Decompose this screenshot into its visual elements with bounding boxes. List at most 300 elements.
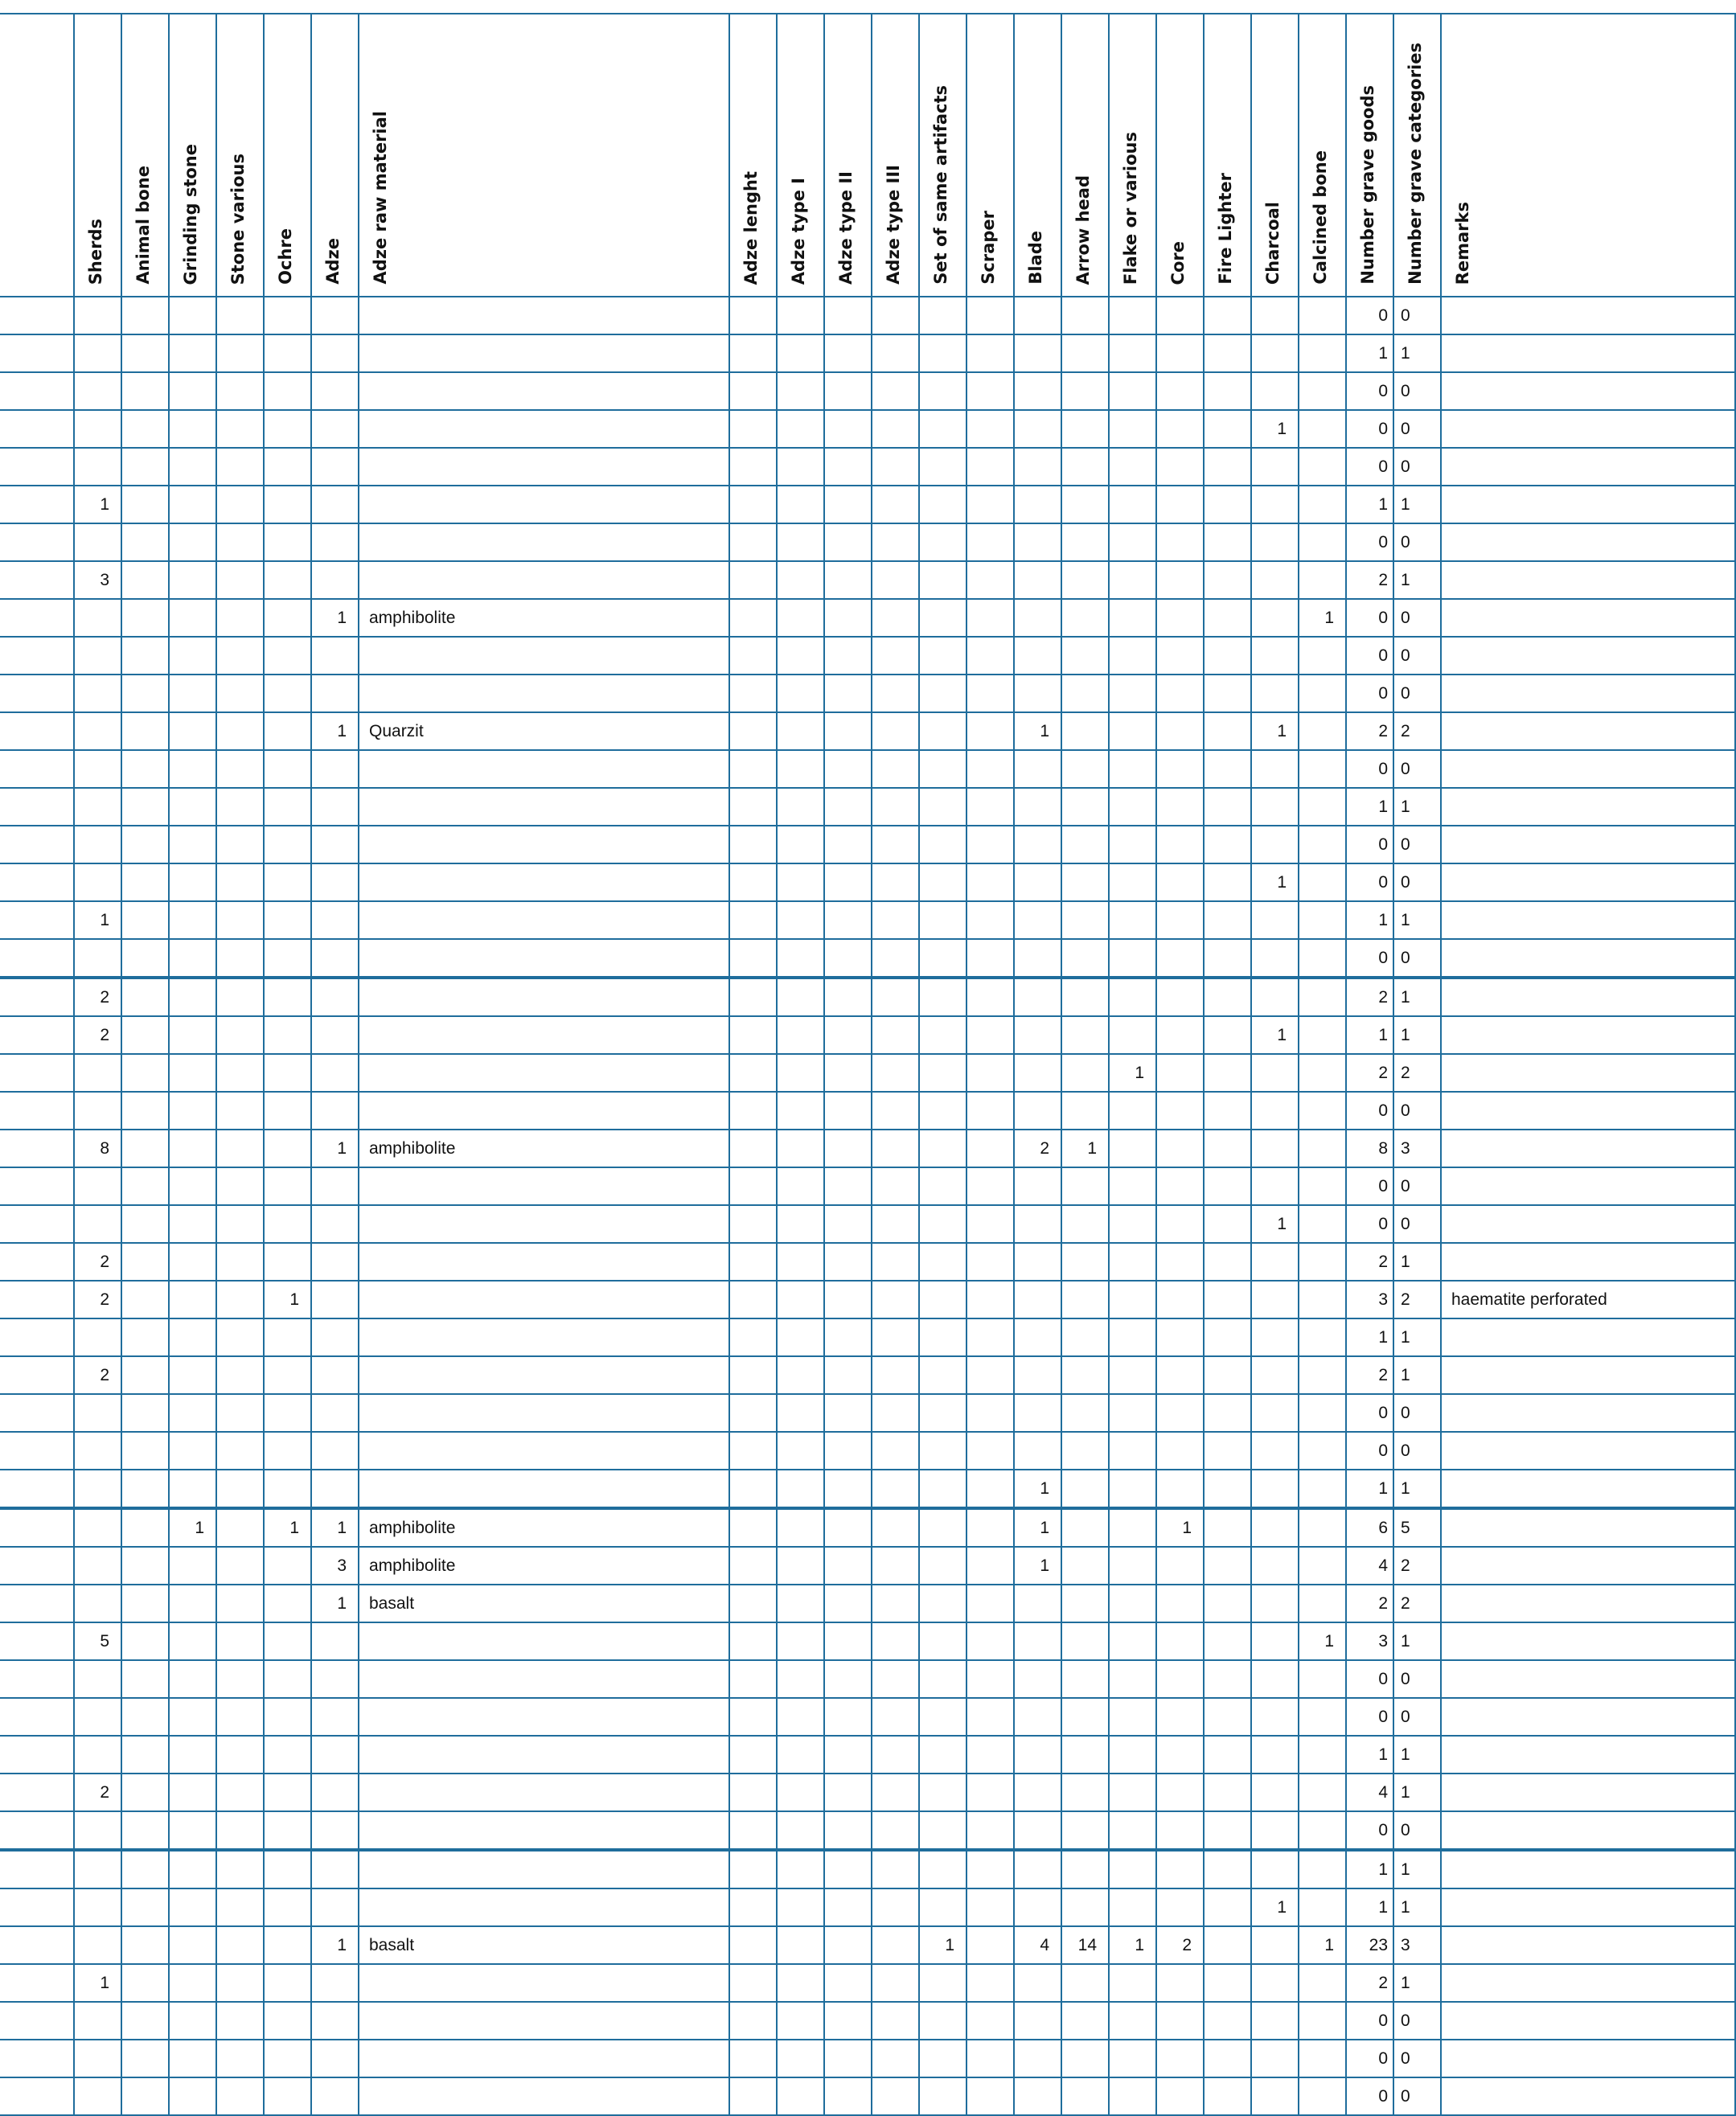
cell-set-same (919, 2077, 966, 2115)
cell-adze-length (729, 939, 777, 978)
cell-set-same (919, 863, 966, 901)
cell-remarks (1441, 1850, 1735, 1888)
table-row (0, 1318, 1735, 1356)
cell-adze-raw-material (359, 1167, 729, 1205)
cell-n-categories: 1 (1393, 1774, 1441, 1811)
cell-fire-lighter (1204, 1243, 1251, 1281)
cell-sherds (74, 1698, 121, 1736)
cell-stone-various (216, 1432, 264, 1470)
table-row (0, 1964, 1735, 2002)
cell-blank (0, 826, 74, 863)
cell-blank (0, 410, 74, 448)
table-row (0, 1130, 1735, 1167)
cell-adze-type-2 (824, 1622, 872, 1660)
cell-sherds (74, 1054, 121, 1092)
cell-grinding-stone (169, 1243, 216, 1281)
cell-remarks (1441, 1470, 1735, 1508)
cell-blade (1014, 1811, 1061, 1850)
cell-sherds: 2 (74, 1774, 121, 1811)
cell-blank (0, 372, 74, 410)
cell-adze-type-2 (824, 486, 872, 523)
cell-scraper (966, 1926, 1014, 1964)
cell-flake (1109, 1585, 1156, 1622)
column-header-stone-various (216, 14, 264, 297)
table-row (0, 788, 1735, 826)
cell-n-categories: 0 (1393, 1394, 1441, 1432)
cell-adze-type-3 (872, 1394, 919, 1432)
cell-ochre (264, 1054, 311, 1092)
cell-adze-length (729, 788, 777, 826)
cell-adze-raw-material (359, 448, 729, 486)
cell-sherds (74, 297, 121, 334)
cell-scraper (966, 1736, 1014, 1774)
cell-flake (1109, 978, 1156, 1016)
cell-flake (1109, 1888, 1156, 1926)
cell-flake (1109, 2040, 1156, 2077)
cell-ochre (264, 1926, 311, 1964)
cell-grinding-stone (169, 1016, 216, 1054)
cell-core (1156, 1167, 1204, 1205)
cell-grinding-stone (169, 2077, 216, 2115)
cell-fire-lighter (1204, 1054, 1251, 1092)
cell-stone-various (216, 1394, 264, 1432)
cell-adze-type-2 (824, 788, 872, 826)
cell-n-goods: 2 (1346, 1585, 1393, 1622)
cell-blade (1014, 410, 1061, 448)
cell-fire-lighter (1204, 297, 1251, 334)
cell-arrow-head (1061, 448, 1109, 486)
cell-ochre (264, 675, 311, 712)
cell-set-same (919, 1964, 966, 2002)
cell-scraper (966, 1850, 1014, 1888)
cell-n-goods: 0 (1346, 750, 1393, 788)
cell-n-categories: 0 (1393, 1698, 1441, 1736)
cell-adze-length (729, 1318, 777, 1356)
cell-adze-type-3 (872, 1054, 919, 1092)
cell-n-categories: 0 (1393, 863, 1441, 901)
cell-n-categories: 3 (1393, 1926, 1441, 1964)
cell-adze-type-3 (872, 1888, 919, 1926)
cell-calcined-bone (1299, 1774, 1346, 1811)
cell-scraper (966, 1243, 1014, 1281)
cell-scraper (966, 1167, 1014, 1205)
cell-adze-length (729, 826, 777, 863)
cell-n-goods: 3 (1346, 1281, 1393, 1318)
cell-arrow-head (1061, 863, 1109, 901)
cell-core (1156, 1736, 1204, 1774)
cell-calcined-bone (1299, 1167, 1346, 1205)
column-header-adze-type-3 (872, 14, 919, 297)
cell-adze-type-1 (777, 1964, 824, 2002)
cell-calcined-bone (1299, 1660, 1346, 1698)
cell-grinding-stone (169, 523, 216, 561)
cell-adze (311, 1318, 359, 1356)
cell-adze-type-3 (872, 372, 919, 410)
column-header-ochre (264, 14, 311, 297)
cell-animal-bone (121, 1318, 169, 1356)
cell-stone-various (216, 1622, 264, 1660)
cell-n-categories: 1 (1393, 1016, 1441, 1054)
cell-flake (1109, 1736, 1156, 1774)
cell-ochre (264, 486, 311, 523)
cell-adze-type-2 (824, 1547, 872, 1585)
cell-fire-lighter (1204, 1811, 1251, 1850)
cell-adze-raw-material (359, 863, 729, 901)
cell-fire-lighter (1204, 410, 1251, 448)
cell-adze-type-2 (824, 1850, 872, 1888)
cell-grinding-stone (169, 1432, 216, 1470)
cell-n-goods: 1 (1346, 1470, 1393, 1508)
cell-core (1156, 1432, 1204, 1470)
cell-grinding-stone (169, 1281, 216, 1318)
cell-stone-various (216, 1964, 264, 2002)
cell-n-goods: 0 (1346, 1811, 1393, 1850)
cell-sherds (74, 2002, 121, 2040)
cell-n-goods: 0 (1346, 448, 1393, 486)
cell-n-categories: 1 (1393, 334, 1441, 372)
cell-adze-type-1 (777, 1205, 824, 1243)
cell-n-categories: 1 (1393, 1470, 1441, 1508)
cell-adze-type-2 (824, 448, 872, 486)
cell-stone-various (216, 1281, 264, 1318)
cell-blank (0, 1356, 74, 1394)
cell-grinding-stone (169, 1167, 216, 1205)
cell-charcoal: 1 (1251, 410, 1299, 448)
cell-charcoal (1251, 1964, 1299, 2002)
cell-calcined-bone (1299, 1092, 1346, 1130)
cell-ochre (264, 712, 311, 750)
cell-adze-length (729, 2002, 777, 2040)
cell-remarks (1441, 1205, 1735, 1243)
cell-arrow-head (1061, 523, 1109, 561)
cell-animal-bone (121, 826, 169, 863)
cell-arrow-head (1061, 1167, 1109, 1205)
cell-animal-bone (121, 1850, 169, 1888)
cell-blade (1014, 1016, 1061, 1054)
table-row (0, 1811, 1735, 1850)
cell-adze-type-2 (824, 1318, 872, 1356)
cell-set-same (919, 1016, 966, 1054)
cell-sherds (74, 939, 121, 978)
cell-core (1156, 1016, 1204, 1054)
cell-arrow-head (1061, 1660, 1109, 1698)
cell-set-same (919, 1130, 966, 1167)
table-row (0, 1736, 1735, 1774)
cell-flake (1109, 2002, 1156, 2040)
cell-animal-bone (121, 599, 169, 637)
cell-adze (311, 1850, 359, 1888)
cell-flake (1109, 750, 1156, 788)
cell-set-same (919, 599, 966, 637)
cell-blank (0, 939, 74, 978)
cell-stone-various (216, 1774, 264, 1811)
table-row (0, 448, 1735, 486)
cell-sherds (74, 523, 121, 561)
cell-adze-type-3 (872, 1167, 919, 1205)
cell-core (1156, 675, 1204, 712)
cell-adze-type-3 (872, 1698, 919, 1736)
cell-adze-length (729, 1736, 777, 1774)
cell-adze-length (729, 1850, 777, 1888)
cell-n-goods: 1 (1346, 1888, 1393, 1926)
cell-charcoal (1251, 1622, 1299, 1660)
cell-n-goods: 0 (1346, 2002, 1393, 2040)
cell-adze-type-1 (777, 1547, 824, 1585)
cell-adze: 1 (311, 599, 359, 637)
cell-n-goods: 23 (1346, 1926, 1393, 1964)
cell-calcined-bone (1299, 334, 1346, 372)
cell-animal-bone (121, 1016, 169, 1054)
cell-adze-raw-material (359, 297, 729, 334)
cell-adze-type-1 (777, 1281, 824, 1318)
cell-adze-type-1 (777, 2077, 824, 2115)
cell-animal-bone (121, 1092, 169, 1130)
cell-adze-raw-material (359, 1432, 729, 1470)
cell-sherds (74, 788, 121, 826)
cell-animal-bone (121, 1205, 169, 1243)
cell-n-categories: 0 (1393, 1205, 1441, 1243)
cell-fire-lighter (1204, 599, 1251, 637)
cell-animal-bone (121, 1964, 169, 2002)
cell-sherds: 8 (74, 1130, 121, 1167)
cell-charcoal (1251, 978, 1299, 1016)
cell-blade (1014, 1736, 1061, 1774)
cell-scraper (966, 1470, 1014, 1508)
cell-scraper (966, 1394, 1014, 1432)
cell-adze-type-1 (777, 1811, 824, 1850)
cell-remarks (1441, 1926, 1735, 1964)
cell-remarks (1441, 1167, 1735, 1205)
cell-stone-various (216, 448, 264, 486)
cell-stone-various (216, 901, 264, 939)
cell-scraper (966, 1130, 1014, 1167)
cell-animal-bone (121, 1888, 169, 1926)
cell-adze-type-1 (777, 1850, 824, 1888)
cell-ochre: 1 (264, 1508, 311, 1547)
cell-stone-various (216, 1736, 264, 1774)
table-row (0, 1092, 1735, 1130)
cell-flake (1109, 372, 1156, 410)
cell-animal-bone (121, 1130, 169, 1167)
cell-animal-bone (121, 448, 169, 486)
cell-blade (1014, 1585, 1061, 1622)
cell-blade (1014, 2040, 1061, 2077)
cell-adze-type-1 (777, 1356, 824, 1394)
cell-n-goods: 2 (1346, 712, 1393, 750)
cell-n-categories: 1 (1393, 1850, 1441, 1888)
cell-stone-various (216, 334, 264, 372)
cell-adze-raw-material (359, 1356, 729, 1394)
cell-scraper (966, 712, 1014, 750)
cell-grinding-stone (169, 901, 216, 939)
cell-remarks (1441, 675, 1735, 712)
cell-core (1156, 939, 1204, 978)
cell-calcined-bone (1299, 1508, 1346, 1547)
cell-set-same (919, 1585, 966, 1622)
table-row (0, 1850, 1735, 1888)
cell-ochre (264, 372, 311, 410)
cell-adze-type-3 (872, 2002, 919, 2040)
cell-set-same (919, 1432, 966, 1470)
cell-charcoal (1251, 1394, 1299, 1432)
cell-set-same (919, 1660, 966, 1698)
cell-stone-various (216, 2040, 264, 2077)
cell-remarks (1441, 1660, 1735, 1698)
column-header-label: Calcined bone (1311, 150, 1330, 285)
cell-arrow-head (1061, 1888, 1109, 1926)
cell-animal-bone (121, 1054, 169, 1092)
cell-animal-bone (121, 863, 169, 901)
table-row (0, 1205, 1735, 1243)
cell-animal-bone (121, 334, 169, 372)
cell-arrow-head (1061, 1243, 1109, 1281)
cell-set-same (919, 1850, 966, 1888)
column-header-charcoal (1251, 14, 1299, 297)
cell-core (1156, 863, 1204, 901)
cell-adze: 1 (311, 1585, 359, 1622)
cell-blade (1014, 1432, 1061, 1470)
cell-flake (1109, 1016, 1156, 1054)
cell-charcoal (1251, 826, 1299, 863)
cell-adze-type-1 (777, 1698, 824, 1736)
cell-sherds (74, 1205, 121, 1243)
cell-adze-type-3 (872, 599, 919, 637)
cell-fire-lighter (1204, 826, 1251, 863)
cell-adze-type-2 (824, 712, 872, 750)
cell-n-goods: 0 (1346, 410, 1393, 448)
cell-flake (1109, 675, 1156, 712)
cell-remarks (1441, 939, 1735, 978)
cell-flake (1109, 1774, 1156, 1811)
cell-stone-various (216, 1470, 264, 1508)
cell-arrow-head (1061, 334, 1109, 372)
cell-core (1156, 1964, 1204, 2002)
cell-adze-length (729, 901, 777, 939)
cell-grinding-stone (169, 1470, 216, 1508)
cell-set-same (919, 1394, 966, 1432)
cell-core (1156, 1394, 1204, 1432)
column-header-set-same (919, 14, 966, 297)
cell-grinding-stone (169, 1850, 216, 1888)
cell-charcoal (1251, 750, 1299, 788)
cell-fire-lighter (1204, 1622, 1251, 1660)
cell-charcoal (1251, 939, 1299, 978)
cell-core (1156, 2077, 1204, 2115)
cell-adze-type-3 (872, 1774, 919, 1811)
cell-core (1156, 1092, 1204, 1130)
cell-n-categories: 0 (1393, 1167, 1441, 1205)
table-row (0, 1167, 1735, 1205)
cell-remarks (1441, 486, 1735, 523)
cell-grinding-stone (169, 788, 216, 826)
table-row (0, 1394, 1735, 1432)
cell-adze-type-1 (777, 637, 824, 675)
cell-scraper (966, 1964, 1014, 2002)
cell-blade (1014, 1698, 1061, 1736)
cell-ochre (264, 1964, 311, 2002)
cell-blade (1014, 1888, 1061, 1926)
cell-adze-type-1 (777, 1130, 824, 1167)
cell-core (1156, 334, 1204, 372)
cell-adze-length (729, 372, 777, 410)
cell-adze (311, 561, 359, 599)
cell-charcoal (1251, 1243, 1299, 1281)
cell-n-categories: 0 (1393, 1432, 1441, 1470)
cell-scraper (966, 1698, 1014, 1736)
cell-adze-type-2 (824, 978, 872, 1016)
table-row (0, 599, 1735, 637)
cell-core (1156, 1850, 1204, 1888)
cell-adze-raw-material (359, 1281, 729, 1318)
cell-adze-length (729, 1356, 777, 1394)
cell-adze-raw-material (359, 2077, 729, 2115)
cell-animal-bone (121, 297, 169, 334)
cell-flake (1109, 486, 1156, 523)
cell-sherds (74, 334, 121, 372)
cell-blank (0, 637, 74, 675)
cell-blade (1014, 561, 1061, 599)
cell-adze-type-1 (777, 448, 824, 486)
cell-adze: 1 (311, 1508, 359, 1547)
cell-n-categories: 0 (1393, 297, 1441, 334)
cell-adze-length (729, 1622, 777, 1660)
cell-blank (0, 1774, 74, 1811)
cell-core (1156, 901, 1204, 939)
cell-grinding-stone (169, 486, 216, 523)
cell-blade (1014, 1622, 1061, 1660)
cell-sherds: 1 (74, 901, 121, 939)
cell-blade (1014, 863, 1061, 901)
cell-adze-raw-material (359, 2002, 729, 2040)
cell-blade (1014, 1318, 1061, 1356)
cell-adze-raw-material (359, 1622, 729, 1660)
cell-ochre (264, 901, 311, 939)
cell-charcoal (1251, 297, 1299, 334)
cell-adze-type-3 (872, 826, 919, 863)
cell-fire-lighter (1204, 1736, 1251, 1774)
cell-adze-type-3 (872, 410, 919, 448)
cell-n-goods: 0 (1346, 826, 1393, 863)
cell-remarks (1441, 788, 1735, 826)
cell-adze-type-1 (777, 297, 824, 334)
cell-set-same (919, 448, 966, 486)
cell-blade (1014, 1205, 1061, 1243)
cell-flake (1109, 939, 1156, 978)
cell-sherds: 2 (74, 1016, 121, 1054)
cell-charcoal (1251, 1130, 1299, 1167)
cell-remarks (1441, 1092, 1735, 1130)
cell-n-categories: 0 (1393, 637, 1441, 675)
cell-adze-type-1 (777, 486, 824, 523)
cell-calcined-bone (1299, 1318, 1346, 1356)
cell-remarks (1441, 2002, 1735, 2040)
cell-animal-bone (121, 1811, 169, 1850)
cell-blade (1014, 1660, 1061, 1698)
cell-arrow-head (1061, 1432, 1109, 1470)
cell-adze-length (729, 1470, 777, 1508)
cell-sherds: 3 (74, 561, 121, 599)
cell-sherds: 2 (74, 1356, 121, 1394)
cell-scraper (966, 1356, 1014, 1394)
cell-grinding-stone (169, 675, 216, 712)
cell-fire-lighter (1204, 788, 1251, 826)
cell-blank (0, 2040, 74, 2077)
cell-scraper (966, 1318, 1014, 1356)
cell-n-goods: 0 (1346, 297, 1393, 334)
cell-core (1156, 978, 1204, 1016)
cell-blade: 1 (1014, 1508, 1061, 1547)
cell-ochre (264, 1243, 311, 1281)
